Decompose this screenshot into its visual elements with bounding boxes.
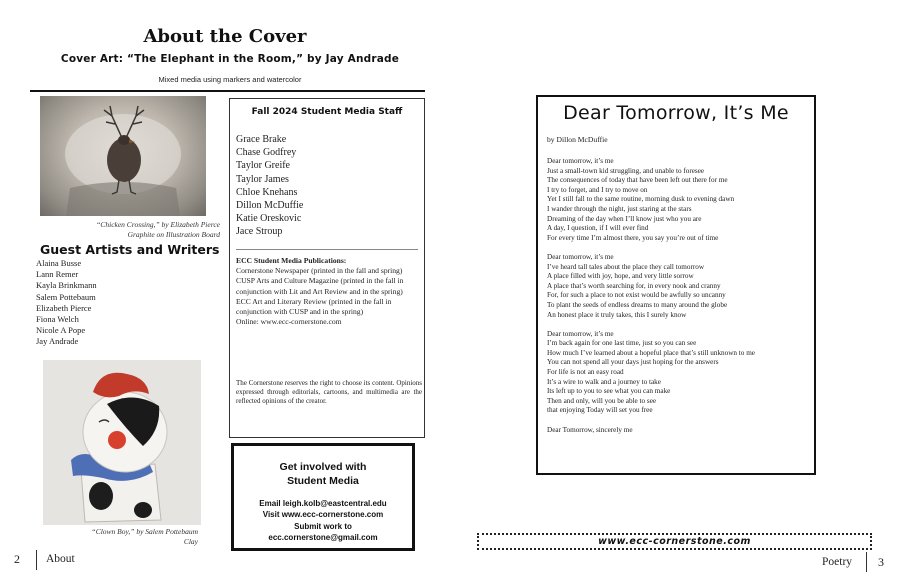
- guest-artists-list: [36, 258, 97, 348]
- header-divider: [30, 90, 425, 92]
- section-label-left: About: [46, 553, 75, 565]
- page-title: About the Cover: [143, 26, 307, 47]
- website-url-banner: www.ecc-cornerstone.com: [477, 533, 872, 550]
- cover-art-subtitle: Cover Art: “The Elephant in the Room,” by Jay Andrade: [60, 53, 400, 65]
- submit-email: ecc.cornerstone@gmail.com: [268, 533, 378, 543]
- poem-stanza: [547, 330, 813, 416]
- guest-item: Jay Andrade: [36, 336, 79, 347]
- staff-member: Taylor Greife: [236, 160, 290, 172]
- poem-line: A place filled with joy, hope, and very little sorrow: [547, 272, 694, 281]
- publications-heading: ECC Student Media Publications:: [236, 256, 347, 265]
- poem-line: For life is not an easy road: [547, 368, 624, 377]
- poem-line: that enjoying Today will set you free: [547, 406, 653, 415]
- poem-body: [547, 157, 813, 445]
- page-number-left: 2: [14, 552, 20, 566]
- poem-stanza: [547, 426, 813, 436]
- staff-divider: [236, 249, 418, 250]
- poem-line: How much I’ve learned about a hopeful place that’s still unknown to me: [547, 348, 755, 357]
- chicken-caption-medium: Graphite on Illustration Board: [127, 230, 220, 239]
- clown-boy-artwork: [43, 360, 201, 525]
- poem-author: by Dillon McDuffie: [547, 135, 608, 144]
- staff-member: Chloe Knehans: [236, 186, 298, 198]
- chicken-illustration: [40, 96, 206, 216]
- poem-line: The consequences of today that have been left out there for me: [547, 176, 728, 185]
- poem-line: It’s a wire to walk and a journey to take: [547, 377, 661, 386]
- staff-box: [229, 98, 425, 438]
- staff-member: Grace Brake: [236, 134, 287, 145]
- section-label-right: Poetry: [822, 556, 853, 568]
- guest-item: Kayla Brinkmann: [36, 280, 97, 291]
- poem-line: Yet I still fall to the same routine, morning dusk to evening dawn: [547, 195, 735, 204]
- poem-line: You can not spend all your days just hoping for the answers: [547, 358, 719, 367]
- poem-line: Dear tomorrow, it’s me: [547, 157, 614, 165]
- content-disclaimer: The Cornerstone reserves the right to choose its content. Opinions expressed through editorials, cartoons, and multimedia are the reflected opinions of the creator.: [236, 379, 422, 406]
- staff-member: Katie Oreskovic: [236, 213, 302, 225]
- footer-divider-left: [36, 550, 37, 570]
- publication-item: ECC Art and Literary Review (printed in the fall in conjunction with CUSP and in the spring): [236, 296, 392, 317]
- publications-section: [236, 256, 422, 327]
- staff-member: Taylor James: [236, 173, 289, 185]
- staff-member: Jace Stroup: [236, 226, 283, 238]
- poem-line: For every time I’m almost there, you say you’re out of time: [547, 233, 719, 242]
- chicken-caption: [40, 220, 220, 240]
- poem-title: Dear Tomorrow, It’s Me: [563, 102, 789, 124]
- clown-caption: [40, 527, 198, 547]
- poem-line: To plant the seeds of endless dreams to many around the globe: [547, 300, 728, 309]
- guest-item: Salem Pottebaum: [36, 291, 96, 302]
- get-involved-heading-line2: Student Media: [287, 475, 359, 487]
- publication-item: Online: www.ecc-cornerstone.com: [236, 317, 342, 327]
- visit-website: Visit www.ecc-cornerstone.com: [262, 510, 384, 520]
- staff-list: [236, 133, 303, 239]
- page-number-right: 3: [878, 555, 884, 569]
- clown-caption-title: “Clown Boy,” by Salem Pottebaum: [91, 527, 198, 536]
- poem-line: An honest place it truly takes, this I surely know: [547, 310, 687, 319]
- chicken-crossing-artwork: [40, 96, 206, 216]
- poem-stanza: [547, 157, 813, 243]
- poem-line: Dear Tomorrow, sincerely me: [547, 425, 633, 434]
- footer-divider-right: [866, 552, 867, 572]
- poem-line: I try to forget, and I try to move on: [547, 185, 648, 194]
- poem-line: A day, I question, if I will ever find: [547, 224, 649, 233]
- clown-sculpture-illustration: [43, 360, 201, 525]
- guest-item: Alaina Busse: [36, 258, 82, 268]
- clown-caption-medium: Clay: [183, 537, 198, 546]
- get-involved-contact: [234, 498, 412, 544]
- poem-box: [536, 95, 816, 475]
- guest-item: Elizabeth Pierce: [36, 302, 92, 313]
- poem-line: Dear tomorrow, it’s me: [547, 252, 614, 261]
- publication-item: Cornerstone Newspaper (printed in the fall and spring): [236, 266, 403, 276]
- poem-line: Dreaming of the day when I’ll know just who you are: [547, 214, 702, 223]
- poem-line: Just a small-town kid struggling, and unable to foresee: [547, 166, 705, 175]
- guest-item: Fiona Welch: [36, 314, 79, 325]
- cover-art-medium: Mixed media using markers and watercolor: [158, 75, 302, 84]
- poem-line: A place that’s worth searching for, in every nook and cranny: [547, 281, 721, 290]
- poem-line: Its left up to you to see what you can make: [547, 387, 671, 396]
- poem-line: I’m back again for one last time, just so you can see: [547, 339, 697, 348]
- chicken-caption-title: “Chicken Crossing,” by Elizabeth Pierce: [96, 220, 220, 229]
- publication-item: CUSP Arts and Culture Magazine (printed in the fall in conjunction with Lit and Art Review and in the spring): [236, 276, 404, 296]
- staff-heading: Fall 2024 Student Media Staff: [251, 107, 403, 117]
- get-involved-heading-line1: Get involved with: [279, 461, 367, 473]
- poem-line: Dear tomorrow, it’s me: [547, 329, 614, 338]
- get-involved-box: [231, 443, 415, 551]
- submit-work-label: Submit work to: [294, 521, 352, 531]
- guest-item: Nicole A Pope: [36, 325, 86, 336]
- guest-item: Lann Remer: [36, 269, 79, 280]
- staff-member: Chase Godfrey: [236, 147, 297, 159]
- guest-artists-heading: Guest Artists and Writers: [40, 242, 220, 257]
- poem-line: I’ve heard tall tales about the place they call tomorrow: [547, 262, 705, 271]
- staff-member: Dillon McDuffie: [236, 200, 304, 212]
- poem-line: I wander through the night, just staring at the stars: [547, 204, 692, 213]
- poem-line: For, for such a place to not exist would be awfully so uncanny: [547, 291, 726, 300]
- poem-line: Then and only, will you be able to see: [547, 396, 657, 405]
- email-contact: Email leigh.kolb@eastcentral.edu: [259, 499, 387, 508]
- poem-stanza: [547, 253, 813, 320]
- get-involved-heading: [234, 460, 412, 488]
